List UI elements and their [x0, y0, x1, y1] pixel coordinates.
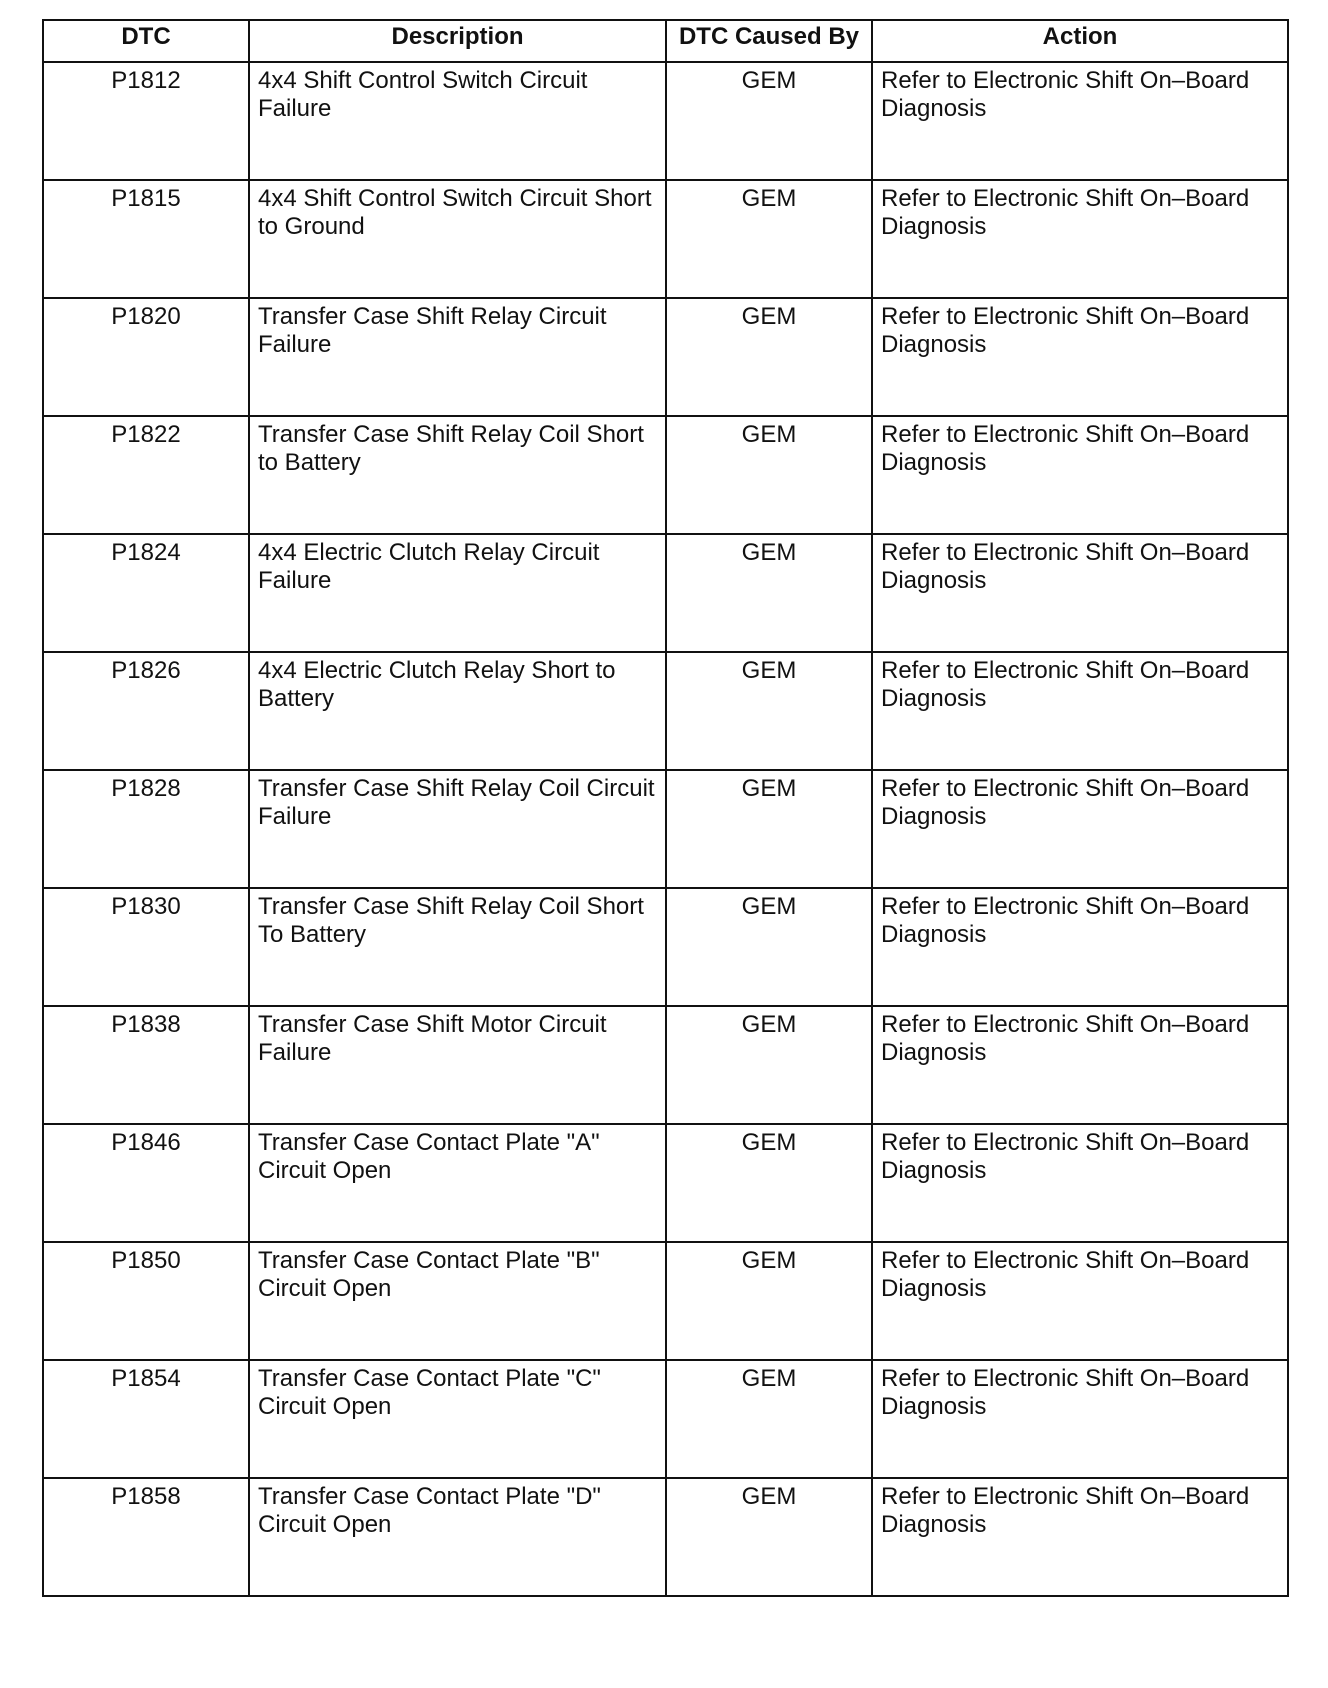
dtc-code-cell: P1850 [43, 1242, 249, 1360]
table-row [43, 298, 1288, 416]
table-row [43, 888, 1288, 1006]
table-row [43, 1242, 1288, 1360]
header-description: Description [249, 20, 666, 62]
dtc-code-cell: P1830 [43, 888, 249, 1006]
dtc-code-cell: P1822 [43, 416, 249, 534]
caused-by-cell: GEM [666, 1360, 872, 1478]
description-cell: 4x4 Electric Clutch Relay Short to Battery [249, 652, 666, 770]
table-row [43, 62, 1288, 180]
dtc-code-cell: P1812 [43, 62, 249, 180]
table-row [43, 416, 1288, 534]
header-caused-by: DTC Caused By [666, 20, 872, 62]
table-row [43, 1006, 1288, 1124]
caused-by-cell: GEM [666, 1242, 872, 1360]
description-cell: Transfer Case Contact Plate "A" Circuit Open [249, 1124, 666, 1242]
action-cell: Refer to Electronic Shift On–Board Diagnosis [872, 180, 1288, 298]
dtc-code-cell: P1846 [43, 1124, 249, 1242]
table-header [43, 20, 1288, 62]
caused-by-cell: GEM [666, 180, 872, 298]
caused-by-cell: GEM [666, 770, 872, 888]
description-cell: Transfer Case Contact Plate "D" Circuit Open [249, 1478, 666, 1596]
caused-by-cell: GEM [666, 534, 872, 652]
dtc-code-cell: P1854 [43, 1360, 249, 1478]
action-cell: Refer to Electronic Shift On–Board Diagnosis [872, 652, 1288, 770]
caused-by-cell: GEM [666, 1478, 872, 1596]
action-cell: Refer to Electronic Shift On–Board Diagnosis [872, 1478, 1288, 1596]
caused-by-cell: GEM [666, 652, 872, 770]
dtc-code-cell: P1828 [43, 770, 249, 888]
description-cell: Transfer Case Contact Plate "B" Circuit Open [249, 1242, 666, 1360]
header-action: Action [872, 20, 1288, 62]
caused-by-cell: GEM [666, 416, 872, 534]
action-cell: Refer to Electronic Shift On–Board Diagnosis [872, 534, 1288, 652]
table-row [43, 770, 1288, 888]
table-row [43, 180, 1288, 298]
header-row [43, 20, 1288, 62]
description-cell: Transfer Case Shift Relay Circuit Failure [249, 298, 666, 416]
caused-by-cell: GEM [666, 62, 872, 180]
action-cell: Refer to Electronic Shift On–Board Diagnosis [872, 298, 1288, 416]
caused-by-cell: GEM [666, 1124, 872, 1242]
caused-by-cell: GEM [666, 1006, 872, 1124]
action-cell: Refer to Electronic Shift On–Board Diagnosis [872, 62, 1288, 180]
dtc-code-cell: P1838 [43, 1006, 249, 1124]
description-cell: Transfer Case Shift Relay Coil Short to Battery [249, 416, 666, 534]
table-row [43, 1124, 1288, 1242]
table-row [43, 1360, 1288, 1478]
description-cell: Transfer Case Contact Plate "C" Circuit Open [249, 1360, 666, 1478]
table-body [43, 62, 1288, 1596]
table-row [43, 652, 1288, 770]
action-cell: Refer to Electronic Shift On–Board Diagnosis [872, 1360, 1288, 1478]
description-cell: Transfer Case Shift Motor Circuit Failure [249, 1006, 666, 1124]
caused-by-cell: GEM [666, 888, 872, 1006]
dtc-code-cell: P1826 [43, 652, 249, 770]
action-cell: Refer to Electronic Shift On–Board Diagnosis [872, 1242, 1288, 1360]
description-cell: 4x4 Shift Control Switch Circuit Short to Ground [249, 180, 666, 298]
description-cell: Transfer Case Shift Relay Coil Short To Battery [249, 888, 666, 1006]
table-row [43, 534, 1288, 652]
action-cell: Refer to Electronic Shift On–Board Diagnosis [872, 1124, 1288, 1242]
action-cell: Refer to Electronic Shift On–Board Diagnosis [872, 770, 1288, 888]
action-cell: Refer to Electronic Shift On–Board Diagnosis [872, 416, 1288, 534]
table-row [43, 1478, 1288, 1596]
description-cell: 4x4 Electric Clutch Relay Circuit Failure [249, 534, 666, 652]
description-cell: 4x4 Shift Control Switch Circuit Failure [249, 62, 666, 180]
action-cell: Refer to Electronic Shift On–Board Diagnosis [872, 1006, 1288, 1124]
description-cell: Transfer Case Shift Relay Coil Circuit Failure [249, 770, 666, 888]
dtc-code-cell: P1815 [43, 180, 249, 298]
dtc-code-cell: P1858 [43, 1478, 249, 1596]
dtc-code-cell: P1820 [43, 298, 249, 416]
caused-by-cell: GEM [666, 298, 872, 416]
action-cell: Refer to Electronic Shift On–Board Diagnosis [872, 888, 1288, 1006]
header-dtc: DTC [43, 20, 249, 62]
dtc-table [42, 19, 1289, 1597]
dtc-code-cell: P1824 [43, 534, 249, 652]
